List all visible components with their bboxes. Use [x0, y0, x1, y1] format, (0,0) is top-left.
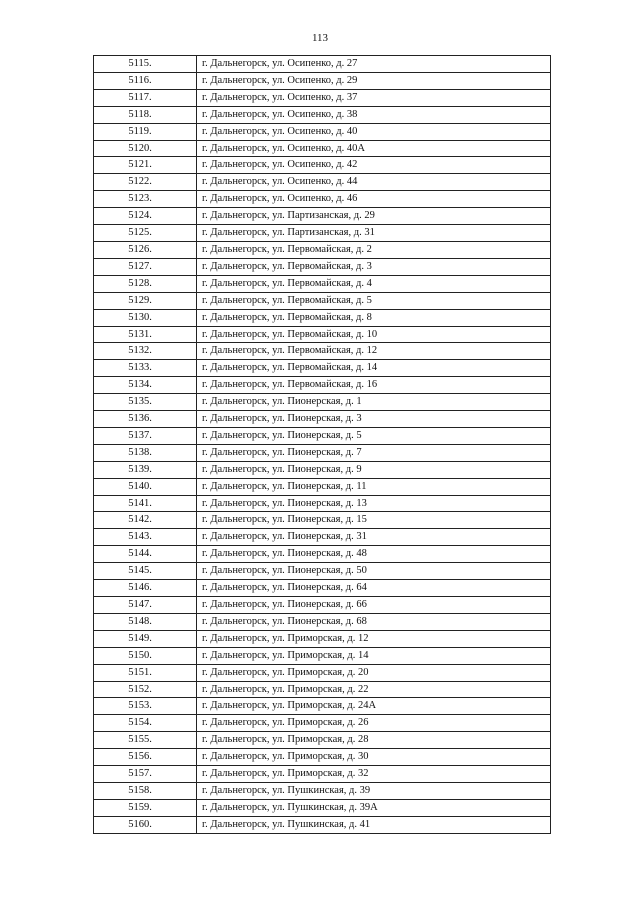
row-number: 5148.	[94, 613, 197, 630]
row-number: 5141.	[94, 495, 197, 512]
row-address: г. Дальнегорск, ул. Пионерская, д. 9	[197, 461, 551, 478]
table-row	[94, 647, 551, 664]
table-row	[94, 123, 551, 140]
row-number: 5159.	[94, 799, 197, 816]
row-number: 5129.	[94, 292, 197, 309]
row-address: г. Дальнегорск, ул. Приморская, д. 12	[197, 630, 551, 647]
row-number: 5146.	[94, 580, 197, 597]
row-number: 5118.	[94, 106, 197, 123]
row-address: г. Дальнегорск, ул. Осипенко, д. 38	[197, 106, 551, 123]
row-number: 5155.	[94, 732, 197, 749]
table-row	[94, 732, 551, 749]
row-address: г. Дальнегорск, ул. Пионерская, д. 66	[197, 597, 551, 614]
table-row	[94, 275, 551, 292]
address-table	[93, 55, 551, 834]
row-number: 5144.	[94, 546, 197, 563]
row-number: 5153.	[94, 698, 197, 715]
row-address: г. Дальнегорск, ул. Пушкинская, д. 39	[197, 782, 551, 799]
row-number: 5149.	[94, 630, 197, 647]
row-address: г. Дальнегорск, ул. Партизанская, д. 31	[197, 225, 551, 242]
row-number: 5139.	[94, 461, 197, 478]
row-address: г. Дальнегорск, ул. Первомайская, д. 16	[197, 377, 551, 394]
row-address: г. Дальнегорск, ул. Приморская, д. 28	[197, 732, 551, 749]
row-address: г. Дальнегорск, ул. Пионерская, д. 1	[197, 394, 551, 411]
row-number: 5133.	[94, 360, 197, 377]
table-row	[94, 799, 551, 816]
row-number: 5143.	[94, 529, 197, 546]
row-number: 5130.	[94, 309, 197, 326]
row-address: г. Дальнегорск, ул. Партизанская, д. 29	[197, 208, 551, 225]
table-row	[94, 580, 551, 597]
row-number: 5152.	[94, 681, 197, 698]
address-table-body	[94, 56, 551, 834]
table-row	[94, 766, 551, 783]
row-number: 5150.	[94, 647, 197, 664]
row-number: 5136.	[94, 411, 197, 428]
table-row	[94, 157, 551, 174]
row-number: 5117.	[94, 89, 197, 106]
row-address: г. Дальнегорск, ул. Пионерская, д. 48	[197, 546, 551, 563]
row-address: г. Дальнегорск, ул. Пионерская, д. 3	[197, 411, 551, 428]
table-row	[94, 816, 551, 833]
row-number: 5158.	[94, 782, 197, 799]
table-row	[94, 630, 551, 647]
row-number: 5138.	[94, 444, 197, 461]
table-row	[94, 343, 551, 360]
row-address: г. Дальнегорск, ул. Приморская, д. 26	[197, 715, 551, 732]
row-address: г. Дальнегорск, ул. Осипенко, д. 46	[197, 191, 551, 208]
row-number: 5157.	[94, 766, 197, 783]
row-number: 5156.	[94, 749, 197, 766]
table-row	[94, 89, 551, 106]
table-row	[94, 56, 551, 73]
row-number: 5121.	[94, 157, 197, 174]
row-address: г. Дальнегорск, ул. Пионерская, д. 64	[197, 580, 551, 597]
row-number: 5123.	[94, 191, 197, 208]
row-number: 5131.	[94, 326, 197, 343]
table-row	[94, 444, 551, 461]
row-address: г. Дальнегорск, ул. Первомайская, д. 8	[197, 309, 551, 326]
row-address: г. Дальнегорск, ул. Первомайская, д. 5	[197, 292, 551, 309]
row-address: г. Дальнегорск, ул. Пионерская, д. 7	[197, 444, 551, 461]
table-row	[94, 681, 551, 698]
row-number: 5135.	[94, 394, 197, 411]
table-row	[94, 478, 551, 495]
row-number: 5145.	[94, 563, 197, 580]
row-address: г. Дальнегорск, ул. Приморская, д. 32	[197, 766, 551, 783]
table-row	[94, 411, 551, 428]
row-address: г. Дальнегорск, ул. Первомайская, д. 2	[197, 241, 551, 258]
row-address: г. Дальнегорск, ул. Осипенко, д. 27	[197, 56, 551, 73]
row-address: г. Дальнегорск, ул. Первомайская, д. 12	[197, 343, 551, 360]
table-row	[94, 664, 551, 681]
row-number: 5140.	[94, 478, 197, 495]
row-address: г. Дальнегорск, ул. Первомайская, д. 3	[197, 258, 551, 275]
table-row	[94, 309, 551, 326]
row-address: г. Дальнегорск, ул. Пушкинская, д. 39А	[197, 799, 551, 816]
table-row	[94, 512, 551, 529]
row-address: г. Дальнегорск, ул. Приморская, д. 24А	[197, 698, 551, 715]
table-row	[94, 140, 551, 157]
row-address: г. Дальнегорск, ул. Пионерская, д. 68	[197, 613, 551, 630]
row-address: г. Дальнегорск, ул. Пионерская, д. 31	[197, 529, 551, 546]
row-number: 5154.	[94, 715, 197, 732]
table-row	[94, 292, 551, 309]
row-number: 5116.	[94, 72, 197, 89]
row-address: г. Дальнегорск, ул. Осипенко, д. 37	[197, 89, 551, 106]
row-number: 5137.	[94, 427, 197, 444]
row-number: 5120.	[94, 140, 197, 157]
table-row	[94, 698, 551, 715]
row-number: 5151.	[94, 664, 197, 681]
table-row	[94, 613, 551, 630]
row-address: г. Дальнегорск, ул. Пионерская, д. 15	[197, 512, 551, 529]
table-row	[94, 258, 551, 275]
row-number: 5124.	[94, 208, 197, 225]
row-address: г. Дальнегорск, ул. Приморская, д. 14	[197, 647, 551, 664]
table-row	[94, 106, 551, 123]
row-number: 5122.	[94, 174, 197, 191]
row-number: 5132.	[94, 343, 197, 360]
row-number: 5127.	[94, 258, 197, 275]
row-address: г. Дальнегорск, ул. Пионерская, д. 13	[197, 495, 551, 512]
table-row	[94, 546, 551, 563]
row-address: г. Дальнегорск, ул. Осипенко, д. 40	[197, 123, 551, 140]
table-row	[94, 225, 551, 242]
table-row	[94, 191, 551, 208]
table-row	[94, 360, 551, 377]
table-row	[94, 715, 551, 732]
table-row	[94, 72, 551, 89]
table-row	[94, 749, 551, 766]
row-address: г. Дальнегорск, ул. Пушкинская, д. 41	[197, 816, 551, 833]
row-address: г. Дальнегорск, ул. Осипенко, д. 40А	[197, 140, 551, 157]
page-number: 113	[311, 32, 329, 44]
row-number: 5147.	[94, 597, 197, 614]
row-number: 5134.	[94, 377, 197, 394]
row-address: г. Дальнегорск, ул. Пионерская, д. 50	[197, 563, 551, 580]
row-address: г. Дальнегорск, ул. Приморская, д. 22	[197, 681, 551, 698]
table-row	[94, 782, 551, 799]
row-number: 5115.	[94, 56, 197, 73]
row-address: г. Дальнегорск, ул. Первомайская, д. 14	[197, 360, 551, 377]
table-row	[94, 495, 551, 512]
table-row	[94, 241, 551, 258]
row-number: 5160.	[94, 816, 197, 833]
row-number: 5126.	[94, 241, 197, 258]
row-number: 5128.	[94, 275, 197, 292]
row-address: г. Дальнегорск, ул. Пионерская, д. 5	[197, 427, 551, 444]
row-address: г. Дальнегорск, ул. Осипенко, д. 44	[197, 174, 551, 191]
table-row	[94, 377, 551, 394]
row-number: 5119.	[94, 123, 197, 140]
row-address: г. Дальнегорск, ул. Приморская, д. 30	[197, 749, 551, 766]
table-row	[94, 427, 551, 444]
table-row	[94, 326, 551, 343]
row-number: 5125.	[94, 225, 197, 242]
row-address: г. Дальнегорск, ул. Первомайская, д. 10	[197, 326, 551, 343]
table-row	[94, 529, 551, 546]
table-row	[94, 208, 551, 225]
row-address: г. Дальнегорск, ул. Приморская, д. 20	[197, 664, 551, 681]
row-address: г. Дальнегорск, ул. Осипенко, д. 29	[197, 72, 551, 89]
table-row	[94, 597, 551, 614]
row-address: г. Дальнегорск, ул. Осипенко, д. 42	[197, 157, 551, 174]
table-row	[94, 394, 551, 411]
row-address: г. Дальнегорск, ул. Первомайская, д. 4	[197, 275, 551, 292]
table-row	[94, 174, 551, 191]
row-number: 5142.	[94, 512, 197, 529]
row-address: г. Дальнегорск, ул. Пионерская, д. 11	[197, 478, 551, 495]
table-row	[94, 563, 551, 580]
table-row	[94, 461, 551, 478]
